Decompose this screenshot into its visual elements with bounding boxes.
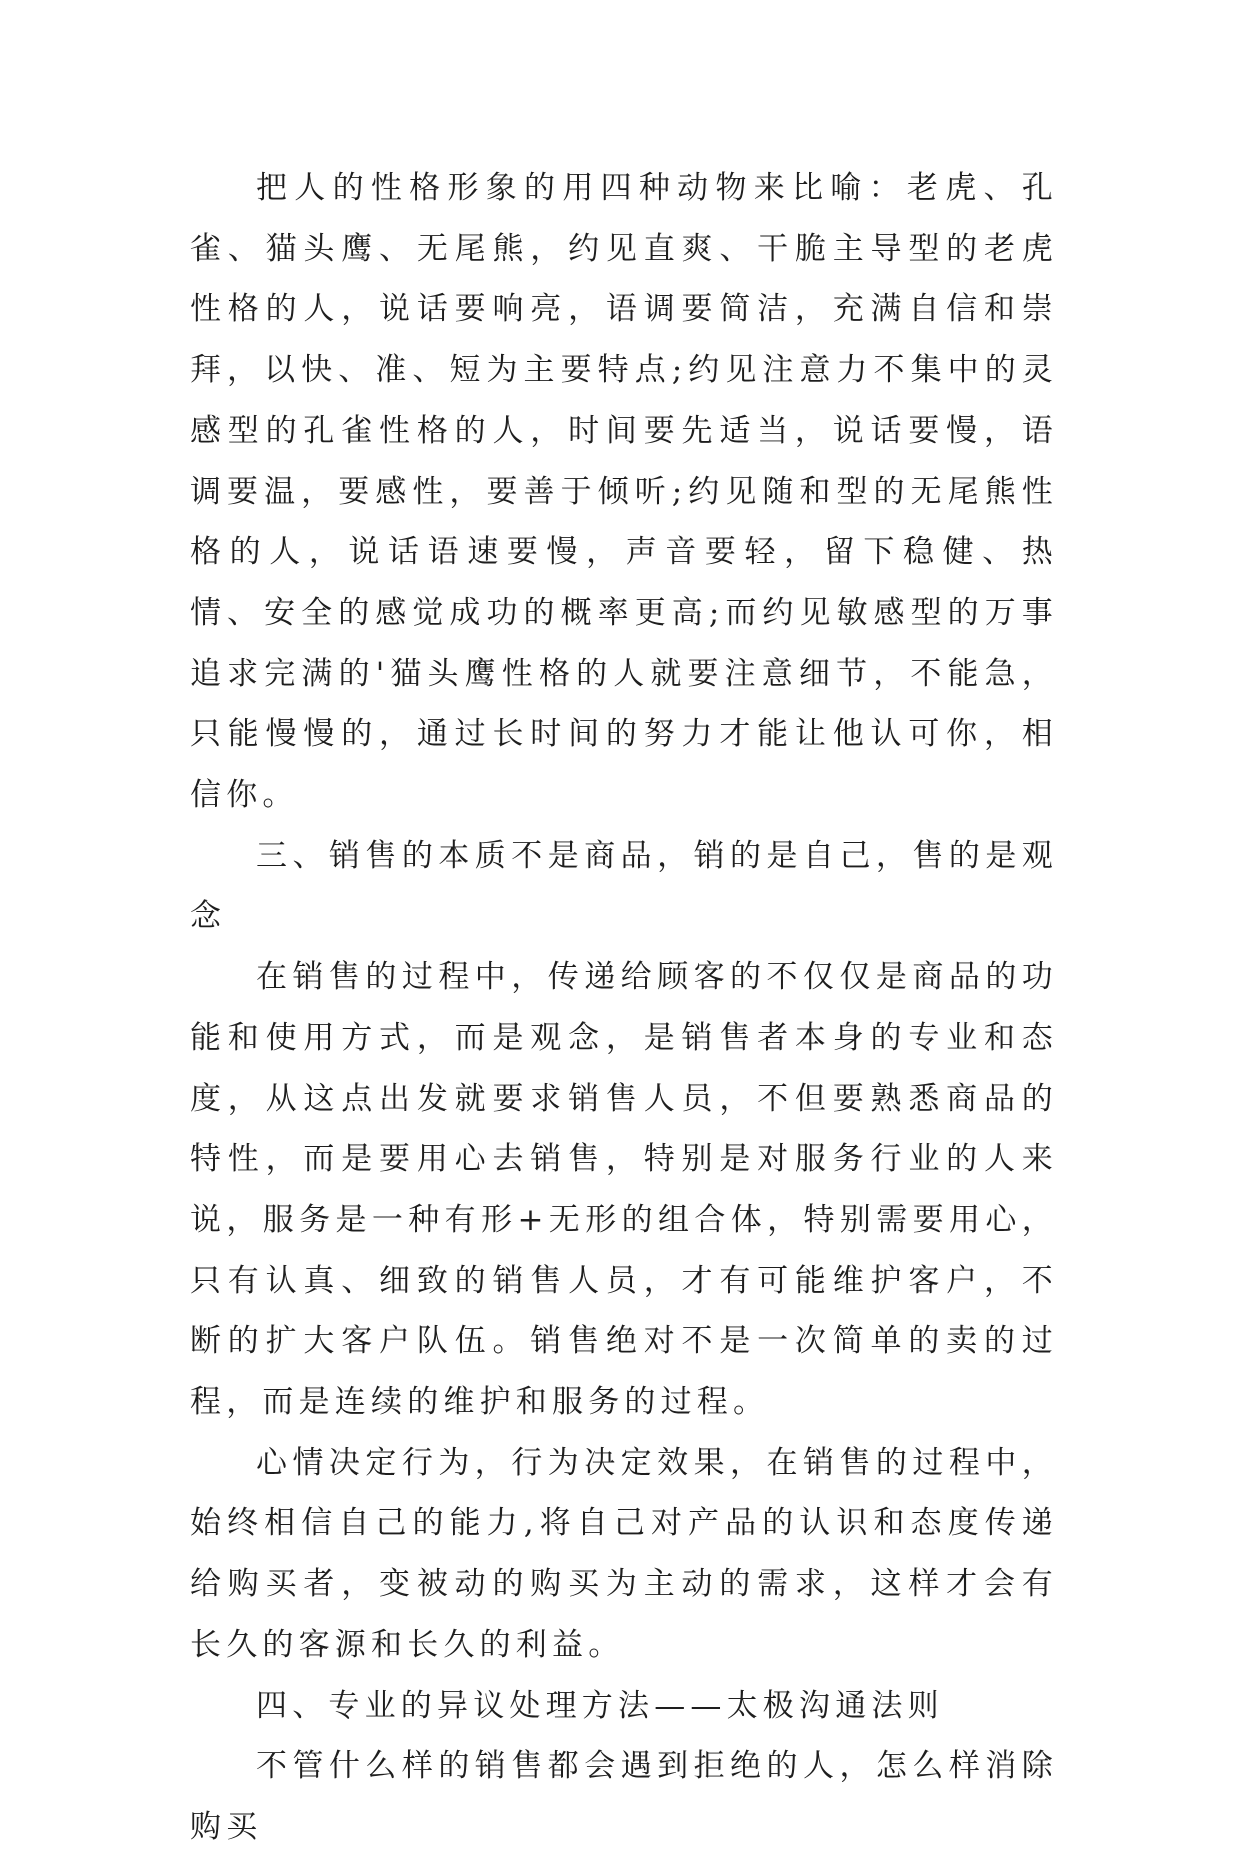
document-body (190, 158, 1058, 1858)
paragraph-rejection: 不管什么样的销售都会遇到拒绝的人，怎么样消除购买 (190, 1748, 1058, 1845)
section-heading-sales-essence: 三、销售的本质不是商品，销的是自己，售的是观念 (190, 837, 1058, 935)
paragraph-animal-personalities: 把人的性格形象的用四种动物来比喻：老虎、孔雀、猫头鹰、无尾熊，约见直爽、干脆主导型的老虎性格的人，说话要响亮，语调要简洁，充满自信和崇拜，以快、准、短为主要特点;约见注意力不集中的灵感型的孔雀性格的人，时间要先适当，说话要慢，语调要温，要感性，要善于倾听;约见随和型的无尾熊性格的人，说话语速要慢，声音要轻，留下稳健、热情、安全的感觉成功的概率更高;而约见敏感型的万事追求完满的'猫头鹰性格的人就要注意细节，不能急，只能慢慢的，通过长时间的努力才能让他认可你，相信你。 (190, 170, 1058, 814)
paragraph-sales-process: 在销售的过程中，传递给顾客的不仅仅是商品的功能和使用方式，而是观念，是销售者本身的专业和态度，从这点出发就要求销售人员，不但要熟悉商品的特性，而是要用心去销售，特别是对服务行业的人来说，服务是一种有形+无形的组合体，特别需要用心，只有认真、细致的销售人员，才有可能维护客户，不断的扩大客户队伍。销售绝对不是一次简单的卖的过程，而是连续的维护和服务的过程。 (190, 959, 1058, 1421)
paragraph-mood-behavior: 心情决定行为，行为决定效果，在销售的过程中，始终相信自己的能力,将自己对产品的认识和态度传递给购买者，变被动的购买为主动的需求，这样才会有长久的客源和长久的利益。 (190, 1444, 1058, 1663)
section-heading-objection-handling: 四、专业的异议处理方法——太极沟通法则 (256, 1687, 944, 1724)
